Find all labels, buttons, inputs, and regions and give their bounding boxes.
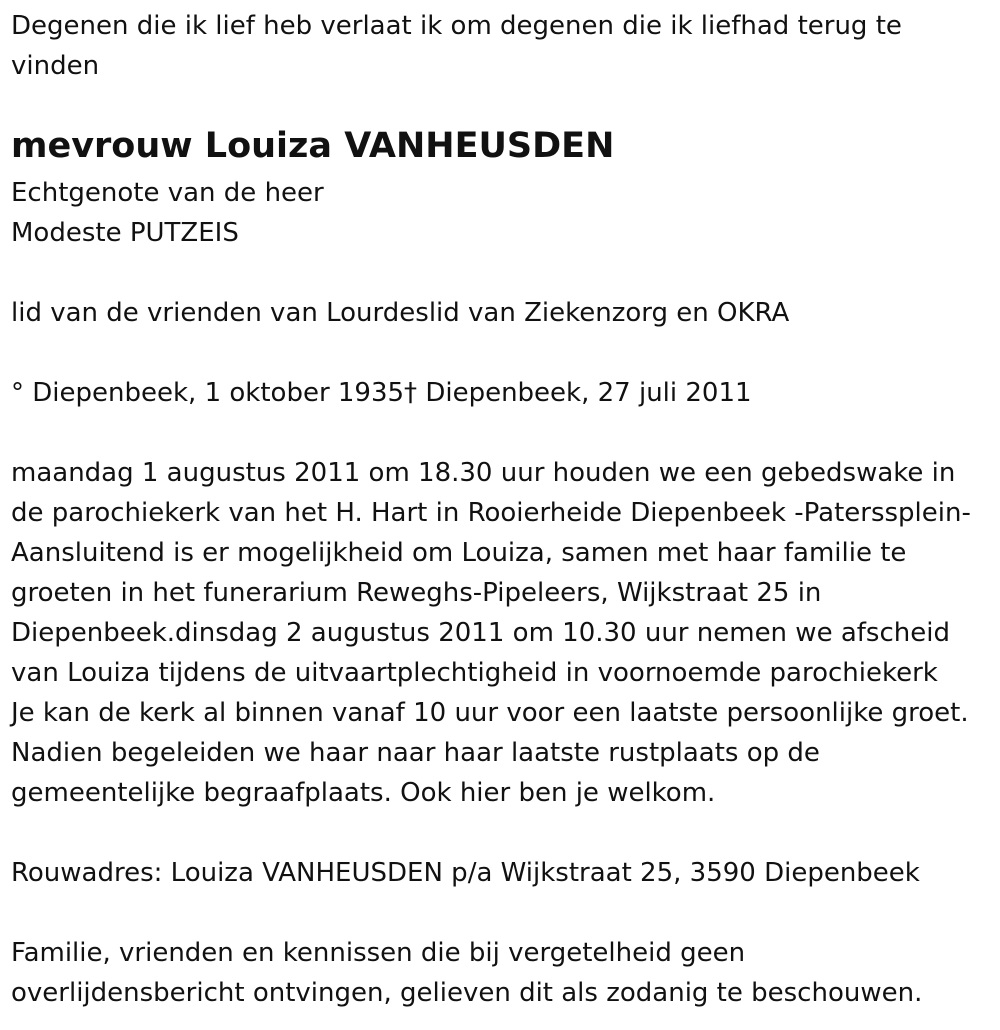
deceased-name: mevrouw Louiza VANHEUSDEN [11,126,615,166]
ceremony-line: Nadien begeleiden we haar naar haar laatste rustplaats op de [11,738,820,768]
ceremony-line: van Louiza tijdens de uitvaartplechtigheid in voornoemde parochiekerk [11,658,938,688]
ceremony-line: Diepenbeek.dinsdag 2 augustus 2011 om 10.30 uur nemen we afscheid [11,618,950,648]
spouse-line-2: Modeste PUTZEIS [11,218,239,248]
ceremony-line: groeten in het funerarium Reweghs-Pipeleers, Wijkstraat 25 in [11,578,822,608]
spouse-line-1: Echtgenote van de heer [11,178,324,208]
ceremony-line: Je kan de kerk al binnen vanaf 10 uur voor een laatste persoonlijke groet. [11,698,969,728]
motto-line-2: vinden [11,51,100,81]
ceremony-line: Aansluitend is er mogelijkheid om Louiza, samen met haar familie te [11,538,907,568]
motto-line-1: Degenen die ik lief heb verlaat ik om degenen die ik liefhad terug te [11,11,902,41]
closing-line-1: Familie, vrienden en kennissen die bij vergetelheid geen [11,938,746,968]
ceremony-line: maandag 1 augustus 2011 om 18.30 uur houden we een gebedswake in [11,458,956,488]
ceremony-line: de parochiekerk van het H. Hart in Rooierheide Diepenbeek -Paterssplein- [11,498,971,528]
closing-line-2: overlijdensbericht ontvingen, gelieven dit als zodanig te beschouwen. [11,978,923,1008]
ceremony-line: gemeentelijke begraafplaats. Ook hier ben je welkom. [11,778,716,808]
memberships: lid van de vrienden van Lourdeslid van Ziekenzorg en OKRA [11,298,790,328]
birth-death-dates: ° Diepenbeek, 1 oktober 1935† Diepenbeek, 27 juli 2011 [11,378,752,408]
mourning-address: Rouwadres: Louiza VANHEUSDEN p/a Wijkstraat 25, 3590 Diepenbeek [11,858,920,888]
